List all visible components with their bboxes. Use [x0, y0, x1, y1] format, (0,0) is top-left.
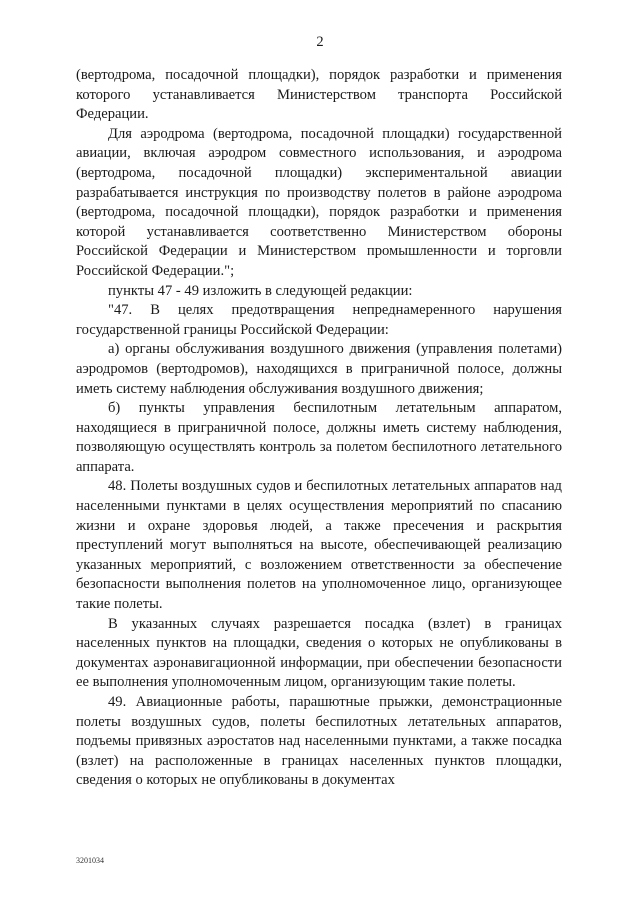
paragraph: 49. Авиационные работы, парашютные прыжки, демонстрационные полеты воздушных судов, полеты беспилотных летательных аппаратов, подъемы привязных аэростатов над населенными пунктами, а также посадка (взлет) на расположенные в границах населенных пунктов площадки, сведения о которых не опубликованы в документах: [76, 694, 562, 789]
paragraph: пункты 47 - 49 изложить в следующей редакции:: [108, 282, 413, 299]
paragraph: "47. В целях предотвращения непреднамеренного нарушения государственной границы Российской Федерации:: [76, 302, 562, 338]
paragraph: Для аэродрома (вертодрома, посадочной площадки) государственной авиации, включая аэродром совместного использования, и аэродрома (вертодрома, посадочной площадки) экспериментальной авиации разрабатывается инструкция по производству полетов в районе аэродрома (вертодрома, посадочной площадки), порядок разработки и применения которой устанавливается соответственно Министерством обороны Российской Федерации и Министерством промышленности и торговли Российской Федерации.";: [76, 125, 562, 279]
paragraph: 48. Полеты воздушных судов и беспилотных летательных аппаратов над населенными пунктами в целях осуществления мероприятий по спасанию жизни и охране здоровья людей, а также пресечения и раскрытия преступлений могут выполняться на высоте, обеспечивающей реализацию указанных мероприятий, с возложением ответственности за обеспечение безопасности выполнения полетов на уполномоченное лицо, организующее такие полеты.: [76, 478, 562, 613]
paragraph: а) органы обслуживания воздушного движения (управления полетами) аэродромов (вертодромов), находящихся в приграничной полосе, должны иметь систему наблюдения обслуживания воздушного движения;: [76, 341, 562, 397]
paragraph: (вертодрома, посадочной площадки), порядок разработки и применения которого устанавливается Министерством транспорта Российской Федерации.: [76, 67, 562, 123]
document-body: [76, 66, 562, 791]
footer-document-code: 3201034: [76, 856, 104, 865]
paragraph: В указанных случаях разрешается посадка (взлет) в границах населенных пунктов на площадки, сведения о которых не опубликованы в документах аэронавигационной информации, при обеспечении безопасности ее выполнения уполномоченным лицом, организующим такие полеты.: [76, 615, 562, 691]
paragraph: б) пункты управления беспилотным летательным аппаратом, находящиеся в приграничной полосе, должны иметь систему наблюдения, позволяющую осуществлять контроль за полетом беспилотного летательного аппарата.: [76, 400, 562, 475]
page-number: 2: [316, 34, 324, 50]
